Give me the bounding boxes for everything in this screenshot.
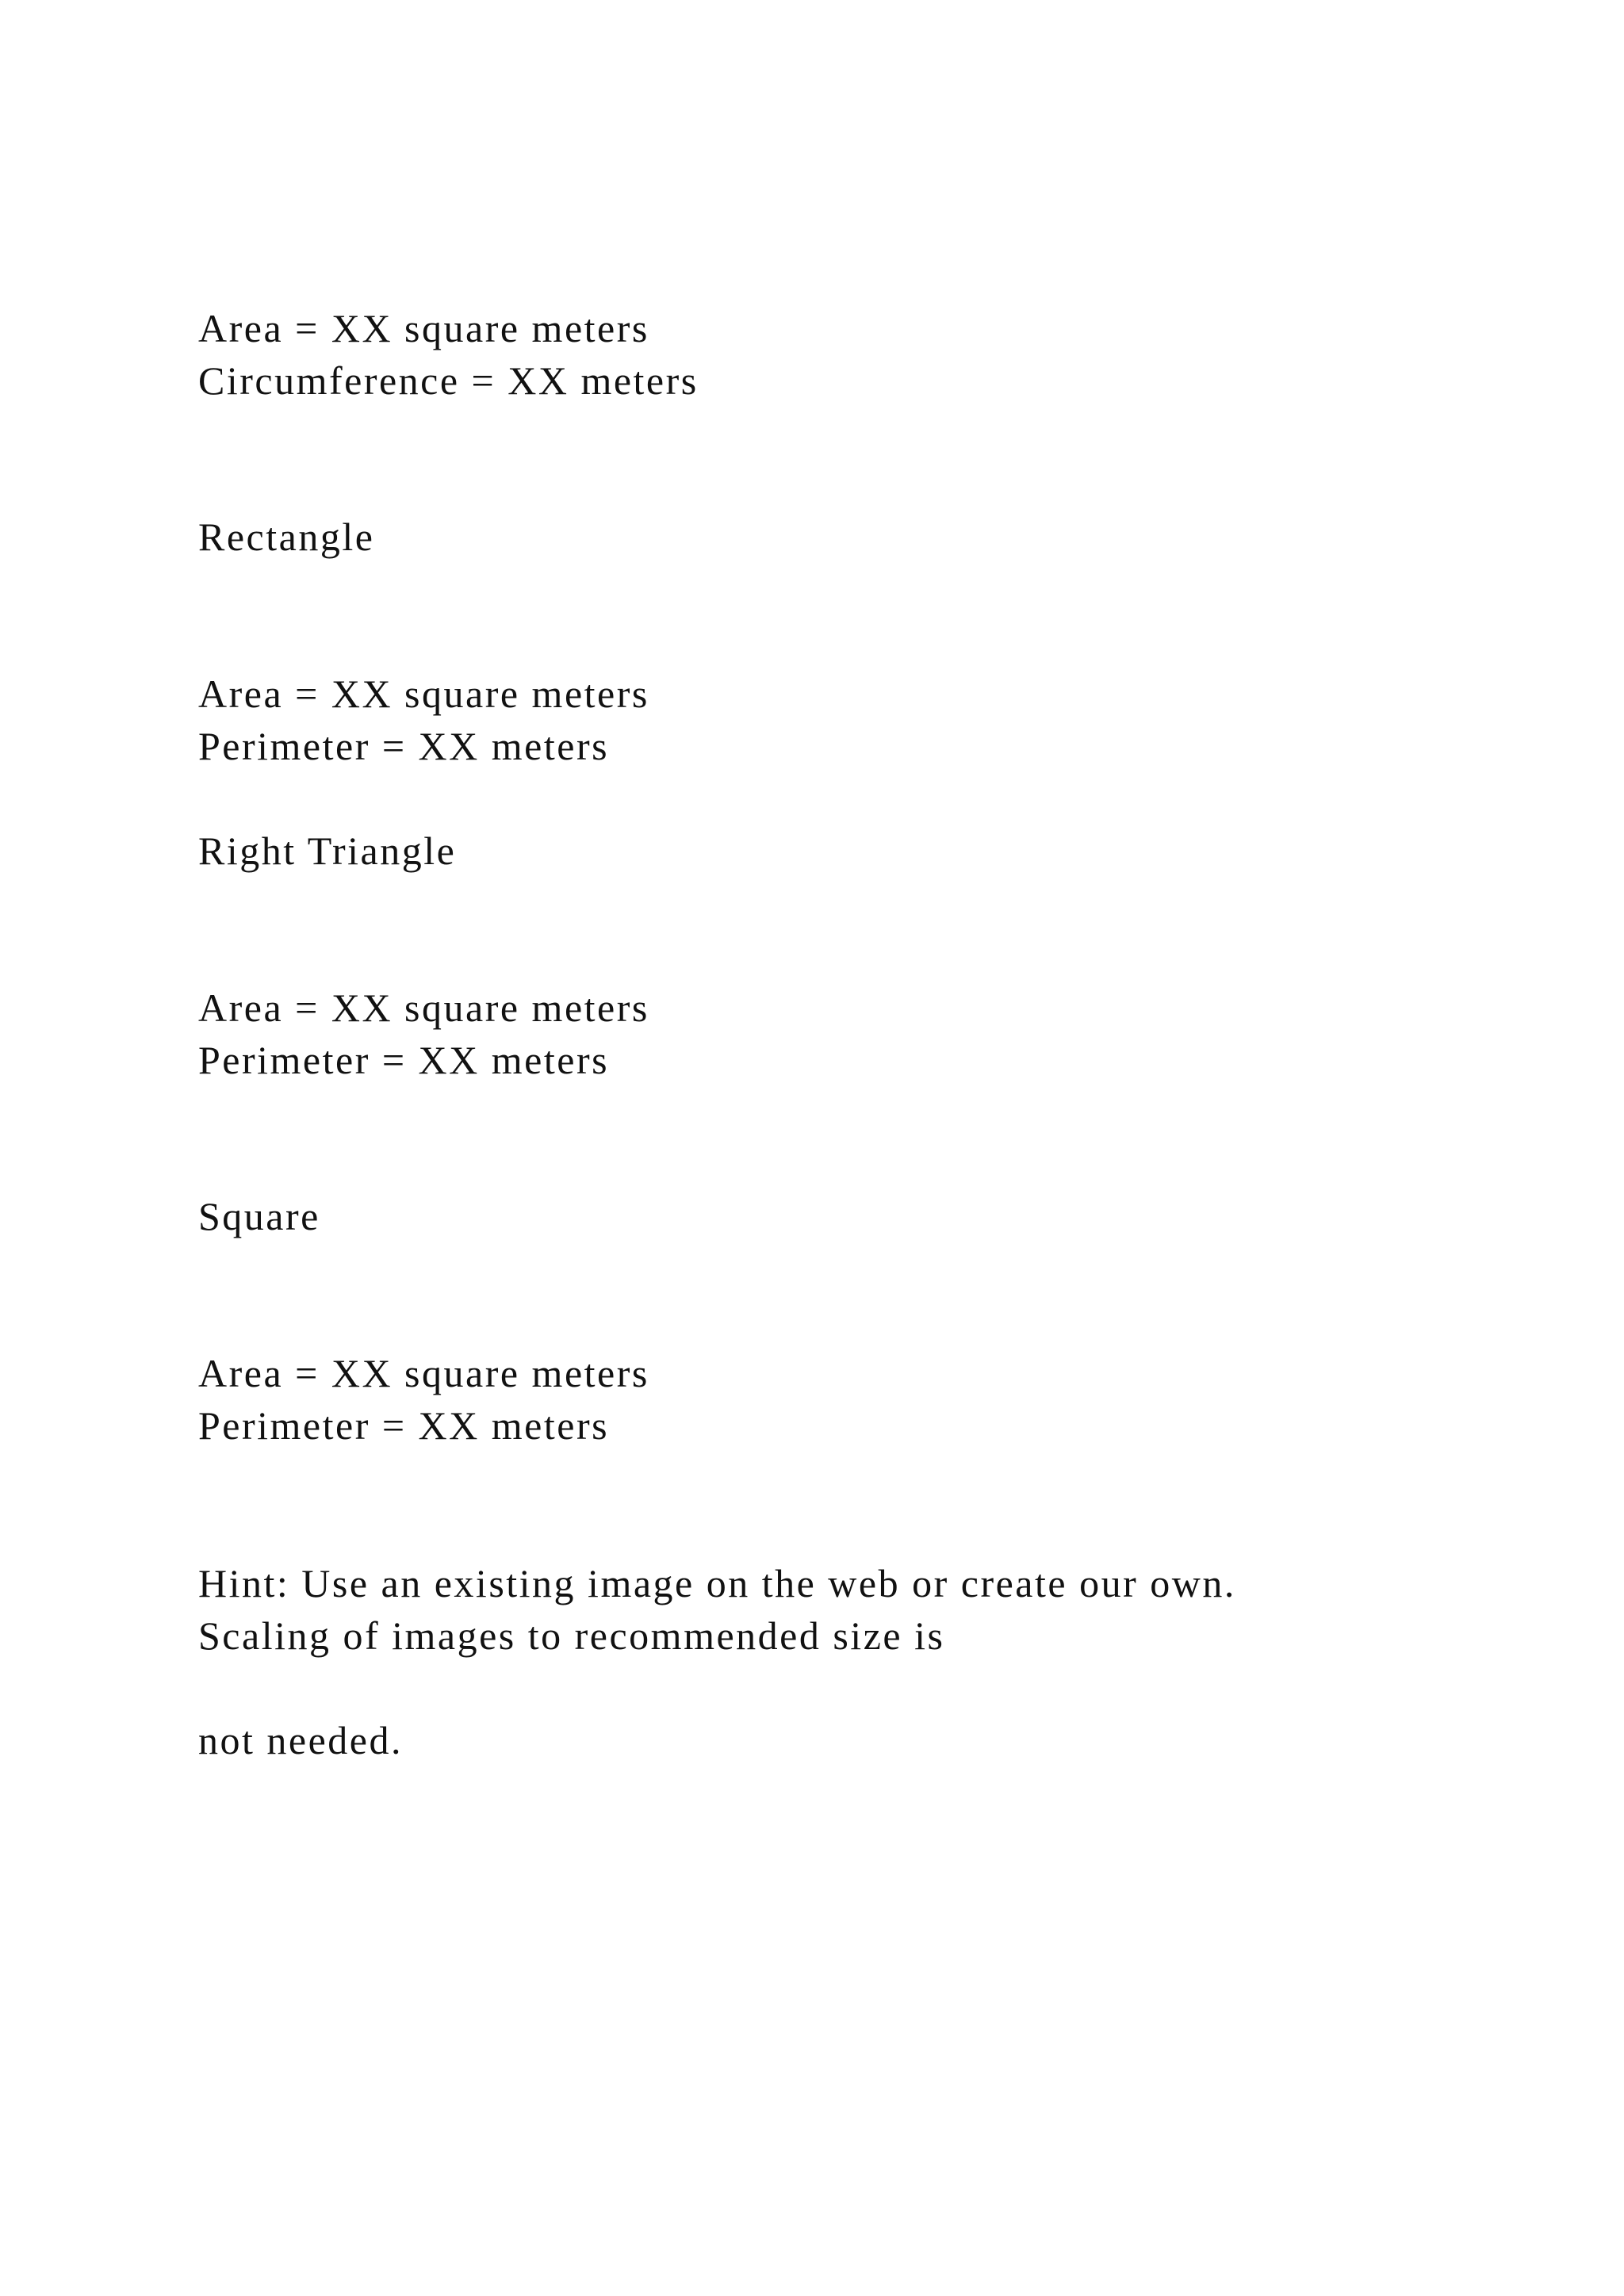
rectangle-area-text: Area = XX square meters <box>198 672 649 716</box>
hint-line-2: Scaling of images to recommended size is <box>198 1613 945 1658</box>
right-triangle-perimeter-text: Perimeter = XX meters <box>198 1038 610 1082</box>
right-triangle-area-text: Area = XX square meters <box>198 985 649 1030</box>
circle-circumference-text: Circumference = XX meters <box>198 358 699 403</box>
square-area-text: Area = XX square meters <box>198 1351 649 1395</box>
square-heading: Square <box>198 1194 320 1238</box>
square-perimeter-text: Perimeter = XX meters <box>198 1403 610 1448</box>
rectangle-perimeter-text: Perimeter = XX meters <box>198 724 610 768</box>
hint-line-1: Hint: Use an existing image on the web or create our own. <box>198 1561 1236 1605</box>
rectangle-heading: Rectangle <box>198 515 375 559</box>
right-triangle-heading: Right Triangle <box>198 828 457 873</box>
circle-area-text: Area = XX square meters <box>198 306 649 350</box>
hint-line-3: not needed. <box>198 1718 403 1762</box>
